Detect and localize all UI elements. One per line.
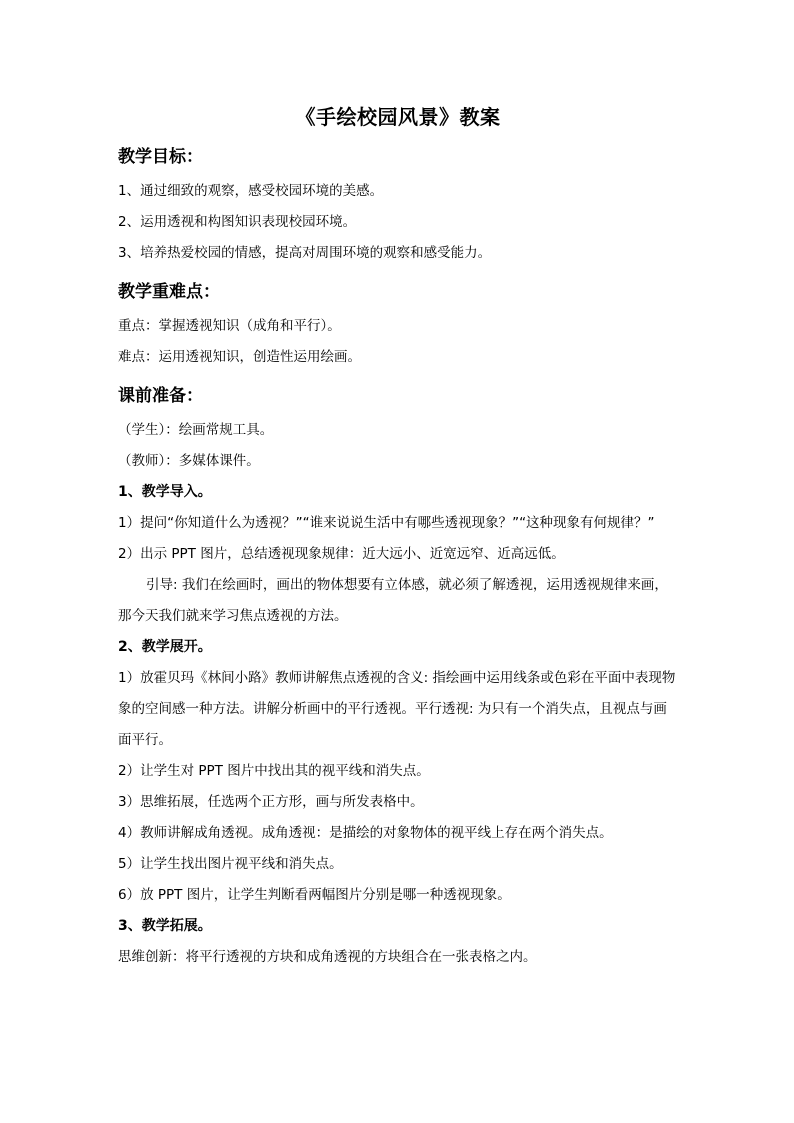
extend-heading: 3、教学拓展。 [118,918,212,934]
goals-heading: 教学目标： [118,147,203,167]
develop-item: 2）让学生对 PPT 图片中找出其的视平线和消失点。 [118,763,430,779]
prep-heading: 课前准备： [118,386,203,406]
intro-guide: 引导: 我们在绘画时，画出的物体想要有立体感，就必须了解透视，运用透视规律来画，那今天我们就来学习焦点透视的方法。 [118,577,668,624]
intro-heading: 1、教学导入。 [118,484,212,500]
document-page [118,100,678,973]
develop-item: 3）思维拓展，任选两个正方形，画与所发表格中。 [118,794,424,810]
goal-item: 1、通过细致的观察，感受校园环境的美感。 [118,183,384,199]
intro-item: 2）出示 PPT 图片，总结透视现象规律：近大远小、近宽远窄、近高远低。 [118,546,565,562]
develop-heading: 2、教学展开。 [118,639,212,655]
intro-item: 1）提问“你知道什么为透视？”“谁来说说生活中有哪些透视现象？”“这种现象有何规律？” [118,515,655,531]
develop-item: 1）放霍贝玛《林间小路》教师讲解焦点透视的含义: 指绘画中运用线条或色彩在平面中表现物象的空间感一种方法。讲解分析画中的平行透视。平行透视: 为只有一个消失点，且视点与画面平行。 [118,670,676,748]
goal-item: 3、培养热爱校园的情感，提高对周围环境的观察和感受能力。 [118,245,492,261]
develop-item: 4）教师讲解成角透视。成角透视：是描绘的对象物体的视平线上存在两个消失点。 [118,825,613,841]
develop-item: 5）让学生找出图片视平线和消失点。 [118,856,343,872]
page-title: 《手绘校园风景》教案 [295,105,501,129]
focus-heading: 教学重难点： [118,282,220,302]
focus-item: 重点：掌握透视知识（成角和平行）。 [118,318,341,334]
prep-item: （教师）：多媒体课件。 [118,453,260,469]
focus-item: 难点：运用透视知识，创造性运用绘画。 [118,349,361,365]
develop-item: 6）放 PPT 图片，让学生判断看两幅图片分别是哪一种透视现象。 [118,887,511,903]
goal-item: 2、运用透视和构图知识表现校园环境。 [118,214,357,230]
prep-item: （学生）：绘画常规工具。 [118,422,274,438]
extend-item: 思维创新：将平行透视的方块和成角透视的方块组合在一张表格之内。 [118,949,537,965]
